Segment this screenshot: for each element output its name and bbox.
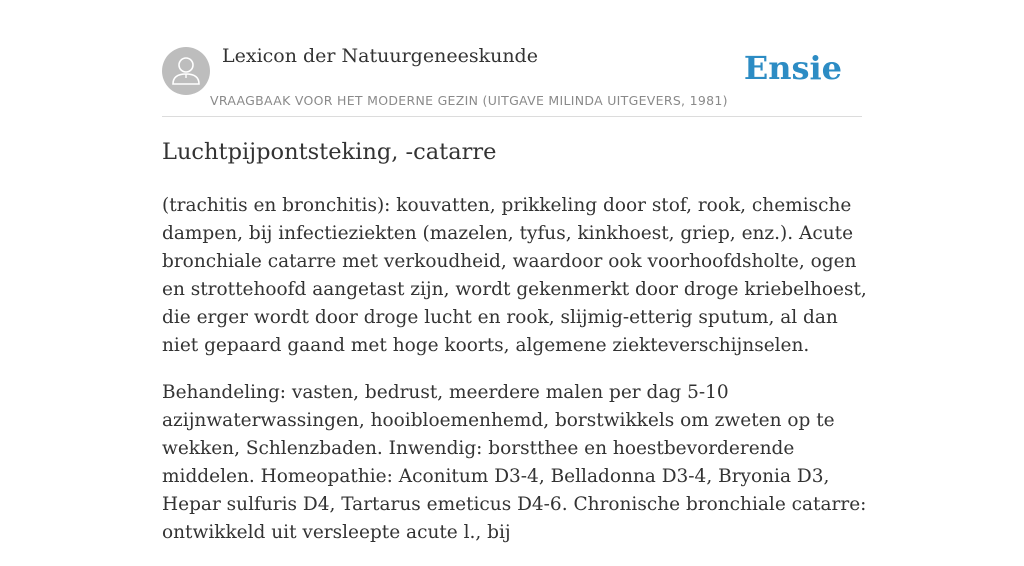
page-title: Luchtpijpontsteking, -catarre [162,139,497,165]
entry-paragraph: Behandeling: vasten, bedrust, meerdere malen per dag 5-10 azijnwaterwassingen, hooibloemenhemd, borstwikkels om zweten op te wekken, Schlenzbaden. Inwendig: borstthee en hoestbevorderende middelen. Homeopathie: Aconitum D3-4, Belladonna D3-4, Bryonia D3, Hepar sulfuris D4, Tartarus emeticus D4-6. Chronische bronchiale catarre: ontwikkeld uit versleepte acute l., bij [162,382,867,543]
user-icon[interactable] [162,47,210,95]
header [162,0,862,117]
source-line: VRAAGBAAK VOOR HET MODERNE GEZIN (UITGAVE MILINDA UITGEVERS, 1981) [210,93,728,108]
entry-paragraph: (trachitis en bronchitis): kouvatten, prikkeling door stof, rook, chemische dampen, bij infectieziekten (mazelen, tyfus, kinkhoest, griep, enz.). Acute bronchiale catarre met verkoudheid, waardoor ook voorhoofdsholte, ogen en strottehoofd aangetast zijn, wordt gekenmerkt door droge kriebelhoest, die erger wordt door droge lucht en rook, slijmig-etterig sputum, al dan niet gepaard gaand met hoge koorts, algemene ziekteverschijnselen. [162,195,867,356]
lexicon-title[interactable]: Lexicon der Natuurgeneeskunde [222,45,538,67]
entry-body [162,192,874,566]
brand-logo[interactable]: Ensie [743,49,842,87]
